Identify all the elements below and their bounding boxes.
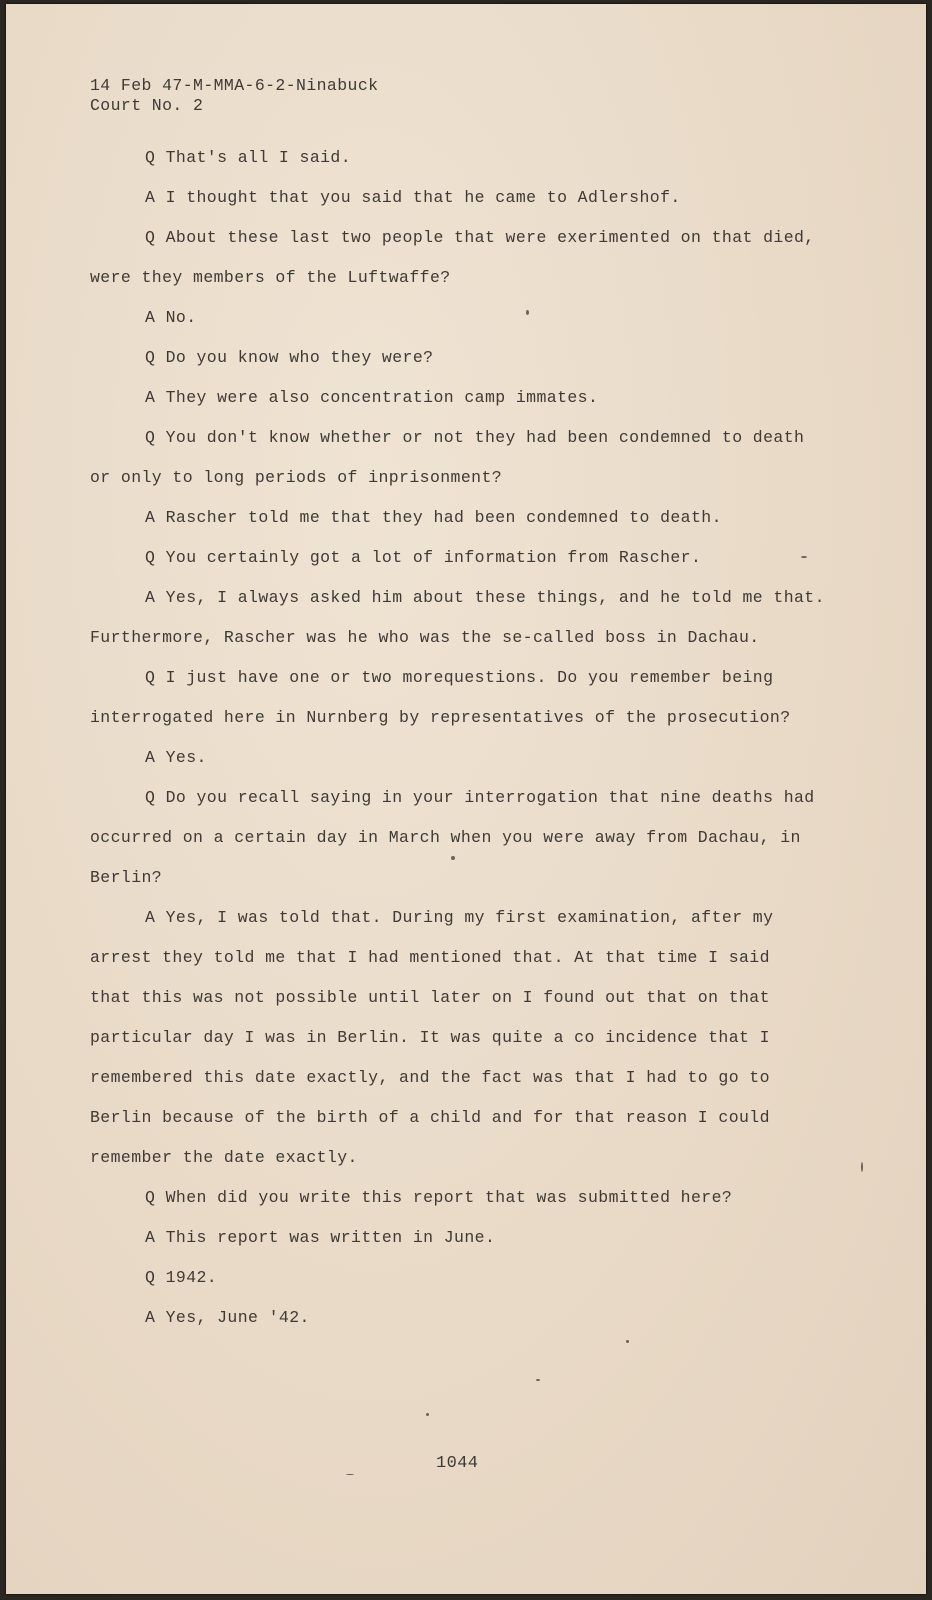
transcript-line: Q You certainly got a lot of information from Rascher. <box>145 548 702 567</box>
scan-speck <box>536 1379 540 1381</box>
transcript-line: Q You don't know whether or not they had been condemned to death <box>145 428 805 447</box>
transcript-line: Berlin? <box>90 868 163 887</box>
scan-speck <box>346 1474 354 1475</box>
scan-speck <box>626 1340 629 1343</box>
transcript-line: that this was not possible until later on I found out that on that <box>90 988 770 1007</box>
transcript-line: A Yes, I always asked him about these things, and he told me that. <box>145 588 825 607</box>
scan-speck <box>861 1162 863 1172</box>
scan-speck <box>526 310 529 315</box>
transcript-line: A Yes. <box>145 748 207 767</box>
transcript-line: Q About these last two people that were exerimented on that died, <box>145 228 815 247</box>
transcript-line: were they members of the Luftwaffe? <box>90 268 451 287</box>
transcript-line: arrest they told me that I had mentioned that. At that time I said <box>90 948 770 967</box>
transcript-line: A Yes, I was told that. During my first examination, after my <box>145 908 774 927</box>
transcript-line: Furthermore, Rascher was he who was the se-called boss in Dachau. <box>90 628 760 647</box>
transcript-line: Q Do you recall saying in your interrogation that nine deaths had <box>145 788 815 807</box>
header-line-2: Court No. 2 <box>90 96 204 115</box>
transcript-line: or only to long periods of inprisonment? <box>90 468 503 487</box>
transcript-line: interrogated here in Nurnberg by representatives of the prosecution? <box>90 708 791 727</box>
transcript-line: Berlin because of the birth of a child and for that reason I could <box>90 1108 770 1127</box>
transcript-line: A Yes, June '42. <box>145 1308 310 1327</box>
header-line-1: 14 Feb 47-M-MMA-6-2-Ninabuck <box>90 76 379 95</box>
scan-speck <box>801 556 807 558</box>
transcript-line: A I thought that you said that he came to Adlershof. <box>145 188 681 207</box>
page-header <box>90 76 378 116</box>
transcript-line: Q That's all I said. <box>145 148 352 167</box>
scan-speck <box>426 1413 429 1416</box>
transcript-line: remembered this date exactly, and the fact was that I had to go to <box>90 1068 770 1087</box>
transcript-body <box>90 138 890 1338</box>
transcript-line: A This report was written in June. <box>145 1228 496 1247</box>
transcript-line: occurred on a certain day in March when you were away from Dachau, in <box>90 828 801 847</box>
scan-speck <box>451 856 455 860</box>
transcript-line: A Rascher told me that they had been condemned to death. <box>145 508 722 527</box>
transcript-line: Q When did you write this report that was submitted here? <box>145 1188 733 1207</box>
transcript-line: remember the date exactly. <box>90 1148 358 1167</box>
page-number: 1044 <box>436 1454 479 1473</box>
transcript-line: Q 1942. <box>145 1268 218 1287</box>
document-page <box>6 4 926 1594</box>
transcript-line: A No. <box>145 308 197 327</box>
transcript-line: Q Do you know who they were? <box>145 348 434 367</box>
transcript-line: A They were also concentration camp immates. <box>145 388 599 407</box>
transcript-line: particular day I was in Berlin. It was quite a co incidence that I <box>90 1028 770 1047</box>
transcript-line: Q I just have one or two morequestions. Do you remember being <box>145 668 774 687</box>
